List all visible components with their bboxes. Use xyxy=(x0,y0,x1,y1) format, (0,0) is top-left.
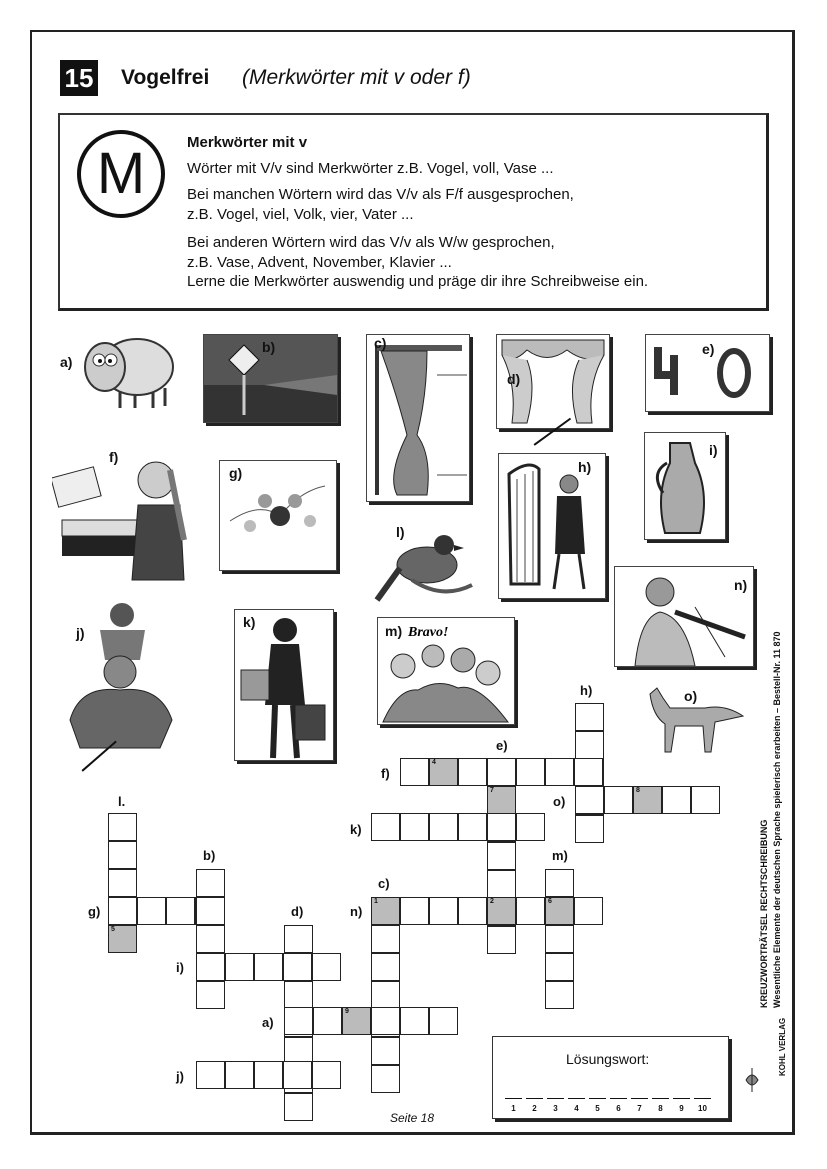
crossword-cell[interactable] xyxy=(166,897,195,925)
crossword-cell[interactable] xyxy=(516,758,545,786)
solution-cell[interactable] xyxy=(342,1007,371,1035)
cell-number: 8 xyxy=(636,787,640,794)
cell-number: 4 xyxy=(432,759,436,766)
solution-cell[interactable] xyxy=(108,925,137,953)
crossword-cell[interactable] xyxy=(516,813,545,841)
clue-label-d: d) xyxy=(291,904,304,919)
solution-letter-slot[interactable] xyxy=(505,1098,522,1099)
crossword-cell[interactable] xyxy=(312,1061,341,1089)
crossword-cell[interactable] xyxy=(575,815,604,843)
crossword-cell[interactable] xyxy=(225,1061,254,1089)
sheep-picture xyxy=(75,322,175,410)
crossword-cell[interactable] xyxy=(108,897,137,925)
crossword-cell[interactable] xyxy=(400,758,429,786)
crossword-cell[interactable] xyxy=(575,786,604,814)
solution-slot-number: 2 xyxy=(532,1104,537,1113)
solution-cell[interactable] xyxy=(429,758,458,786)
solution-slot-number: 4 xyxy=(574,1104,579,1113)
picture-label-h: h) xyxy=(578,459,592,475)
clue-label-e: e) xyxy=(496,738,508,753)
crossword-cell[interactable] xyxy=(284,1007,313,1035)
picture-label-c: c) xyxy=(374,335,387,351)
clue-label-k: k) xyxy=(350,822,362,837)
crossword-cell[interactable] xyxy=(196,869,225,897)
crossword-cell[interactable] xyxy=(196,925,225,953)
crossword-cell[interactable] xyxy=(458,897,487,925)
father-child-picture xyxy=(60,600,175,750)
crossword-cell[interactable] xyxy=(196,953,225,981)
crossword-cell[interactable] xyxy=(458,758,487,786)
picture-label-k: k) xyxy=(243,614,256,630)
solution-slot-number: 6 xyxy=(616,1104,621,1113)
crossword-cell[interactable] xyxy=(284,1093,313,1121)
clue-label-n: n) xyxy=(350,904,363,919)
crossword-cell[interactable] xyxy=(691,786,720,814)
crossword-cell[interactable] xyxy=(574,897,603,925)
crossword-cell[interactable] xyxy=(604,786,633,814)
crossword-cell[interactable] xyxy=(284,981,313,1009)
crossword-cell[interactable] xyxy=(371,1007,400,1035)
crossword-cell[interactable] xyxy=(371,981,400,1009)
info-line-3: z.B. Vogel, viel, Volk, vier, Vater ... xyxy=(187,206,414,223)
solution-slot-number: 1 xyxy=(511,1104,516,1113)
solution-letter-slot[interactable] xyxy=(589,1098,606,1099)
solution-slot-number: 10 xyxy=(698,1104,707,1113)
crossword-cell[interactable] xyxy=(545,981,574,1009)
crossword-cell[interactable] xyxy=(458,813,487,841)
crossword-cell[interactable] xyxy=(108,869,137,897)
crossword-cell[interactable] xyxy=(487,813,516,841)
clue-label-m: m) xyxy=(552,848,568,863)
info-line-6: Lerne die Merkwörter auswendig und präge dir ihre Schreibweise ein. xyxy=(187,273,649,290)
clue-label-h: h) xyxy=(580,683,593,698)
crossword-cell[interactable] xyxy=(662,786,691,814)
picture-label-g: g) xyxy=(229,465,243,481)
crossword-cell[interactable] xyxy=(196,981,225,1009)
solution-cell[interactable] xyxy=(487,897,516,925)
clue-label-i: i) xyxy=(176,960,184,975)
cell-number: 1 xyxy=(374,898,378,905)
cell-number: 7 xyxy=(490,787,494,794)
crossword-cell[interactable] xyxy=(516,897,545,925)
picture-label-i: i) xyxy=(709,442,718,458)
crossword-cell[interactable] xyxy=(574,758,603,786)
crossword-cell[interactable] xyxy=(313,1007,342,1035)
clue-label-o: o) xyxy=(553,794,566,809)
crossword-cell[interactable] xyxy=(371,953,400,981)
crossword-cell[interactable] xyxy=(487,926,516,954)
info-line-1: Wörter mit V/v sind Merkwörter z.B. Vogel, voll, Vase ... xyxy=(187,160,554,177)
crossword-cell[interactable] xyxy=(545,869,574,897)
clue-label-l: l. xyxy=(118,794,126,809)
crossword-cell[interactable] xyxy=(312,953,341,981)
crossword-cell[interactable] xyxy=(575,731,604,759)
solution-slot-number: 5 xyxy=(595,1104,600,1113)
publisher-logo: KOHL VERLAG xyxy=(778,1017,787,1076)
clue-label-b: b) xyxy=(203,848,216,863)
clue-label-g: g) xyxy=(88,904,101,919)
crossword-cell[interactable] xyxy=(371,925,400,953)
picture-label-a: a) xyxy=(60,354,73,370)
picture-label-l: l) xyxy=(396,524,405,540)
page-number: Seite 18 xyxy=(390,1111,435,1125)
cell-number: 5 xyxy=(111,926,115,933)
solution-cell[interactable] xyxy=(487,786,516,814)
crossword-cell[interactable] xyxy=(400,1007,429,1035)
clue-label-j: j) xyxy=(176,1069,184,1084)
page-title: Vogelfrei xyxy=(121,66,210,89)
shopping-woman-picture xyxy=(234,609,334,761)
picture-label-m: m) xyxy=(385,623,403,639)
solution-cell[interactable] xyxy=(633,786,662,814)
info-line-5: z.B. Vase, Advent, November, Klavier ... xyxy=(187,254,452,271)
crossword-cell[interactable] xyxy=(371,813,400,841)
solution-slot-number: 3 xyxy=(553,1104,558,1113)
crossword-cell[interactable] xyxy=(196,897,225,925)
clue-label-a: a) xyxy=(262,1015,274,1030)
picture-label-b: b) xyxy=(262,339,276,355)
bird-picture xyxy=(372,520,477,606)
solution-letter-slot[interactable] xyxy=(526,1098,543,1099)
solution-cell[interactable] xyxy=(371,897,400,925)
solution-letter-slot[interactable] xyxy=(568,1098,585,1099)
crossword-cell[interactable] xyxy=(545,953,574,981)
cell-number: 6 xyxy=(548,898,552,905)
solution-letter-slot[interactable] xyxy=(631,1098,648,1099)
clue-label-f: f) xyxy=(381,766,390,781)
solution-letter-slot[interactable] xyxy=(694,1098,711,1099)
crossword-cell[interactable] xyxy=(196,1061,225,1089)
crossword-cell[interactable] xyxy=(575,703,604,731)
merkwort-icon: M xyxy=(77,130,165,218)
crossword-cell[interactable] xyxy=(283,953,312,981)
crossword-cell[interactable] xyxy=(371,1037,400,1065)
info-line-2: Bei manchen Wörtern wird das V/v als F/f ausgesprochen, xyxy=(187,186,574,203)
picture-label-j: j) xyxy=(76,625,85,641)
crossword-cell[interactable] xyxy=(487,842,516,870)
crossword-cell[interactable] xyxy=(137,897,166,925)
cell-number: 9 xyxy=(345,1008,349,1015)
picture-label-e: e) xyxy=(702,341,715,357)
solution-cell[interactable] xyxy=(545,897,574,925)
picture-label-o: o) xyxy=(684,688,698,704)
solution-letter-slot[interactable] xyxy=(547,1098,564,1099)
crossword-cell[interactable] xyxy=(371,1065,400,1093)
info-heading: Merkwörter mit v xyxy=(187,134,308,151)
crossword-cell[interactable] xyxy=(429,897,458,925)
info-line-4: Bei anderen Wörtern wird das V/v als W/w gesprochen, xyxy=(187,234,555,251)
curtain-picture xyxy=(366,334,470,502)
side-subtitle: Wesentliche Elemente der deutschen Sprache spielerisch erarbeiten – Bestell-Nr. 11 870 xyxy=(772,631,782,1008)
crossword-cell[interactable] xyxy=(429,813,458,841)
solution-title: Lösungswort: xyxy=(566,1051,650,1067)
crossword-cell[interactable] xyxy=(545,758,574,786)
crossword-cell[interactable] xyxy=(108,841,137,869)
crossword-cell[interactable] xyxy=(545,925,574,953)
publisher-icon xyxy=(743,1066,761,1094)
solution-slot-number: 9 xyxy=(679,1104,684,1113)
page-subtitle: (Merkwörter mit v oder f) xyxy=(242,66,471,89)
solution-letter-slot[interactable] xyxy=(673,1098,690,1099)
girl-at-piano-picture xyxy=(52,450,188,585)
crossword-cell[interactable] xyxy=(400,897,429,925)
crossword-cell[interactable] xyxy=(108,813,137,841)
crossword-cell[interactable] xyxy=(254,1061,283,1089)
picture-label-d: d) xyxy=(507,371,521,387)
solution-letter-slot[interactable] xyxy=(610,1098,627,1099)
solution-slot-number: 7 xyxy=(637,1104,642,1113)
svg-text:Bravo!: Bravo! xyxy=(408,625,449,640)
crossword-cell[interactable] xyxy=(283,1061,312,1089)
crossword-cell[interactable] xyxy=(487,758,516,786)
violin-player-picture xyxy=(614,566,754,667)
solution-slot-number: 8 xyxy=(658,1104,663,1113)
side-series-title: KREUZWORTRÄTSEL RECHTSCHREIBUNG xyxy=(759,819,769,1008)
picture-label-n: n) xyxy=(734,577,748,593)
crossword-cell[interactable] xyxy=(400,813,429,841)
crossword-cell[interactable] xyxy=(254,953,283,981)
clue-label-c: c) xyxy=(378,876,390,891)
exercise-number: 15 xyxy=(60,60,98,96)
solution-letter-slot[interactable] xyxy=(652,1098,669,1099)
crossword-cell[interactable] xyxy=(429,1007,458,1035)
cell-number: 2 xyxy=(490,898,494,905)
crossword-cell[interactable] xyxy=(487,870,516,898)
picture-label-f: f) xyxy=(109,449,119,465)
crossword-cell[interactable] xyxy=(225,953,254,981)
crossword-cell[interactable] xyxy=(284,925,313,953)
